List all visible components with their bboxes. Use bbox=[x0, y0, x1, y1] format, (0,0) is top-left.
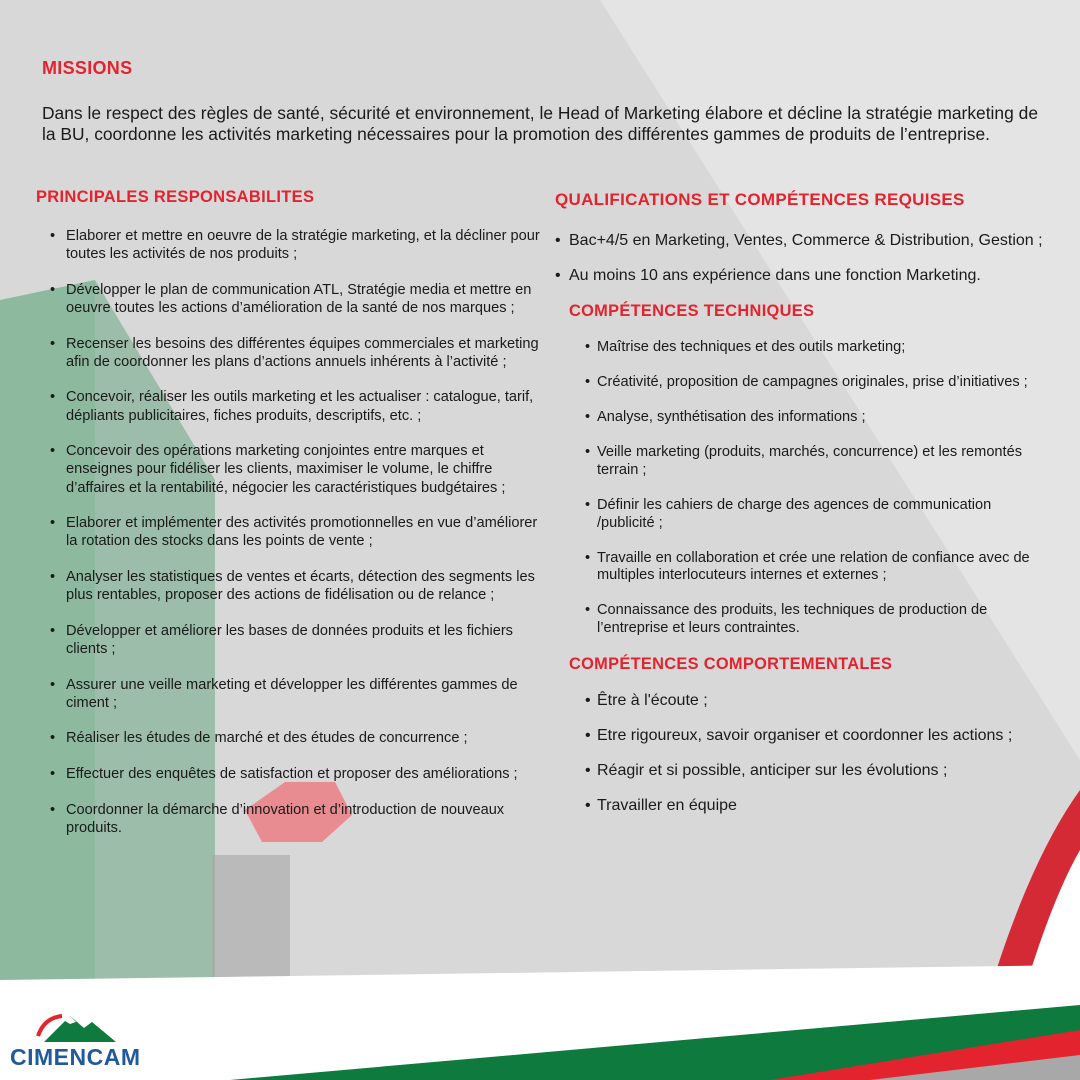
list-item: • Recenser les besoins des différentes équipes commerciales et marketing afin de coordonner les plans d’actions annuels inhérents à l’activité ; bbox=[36, 335, 546, 371]
qualifications-title: QUALIFICATIONS ET COMPÉTENCES REQUISES bbox=[555, 190, 965, 209]
missions-text: Dans le respect des règles de santé, sécurité et environnement, le Head of Marketing élabore et décline la stratégie marketing de la BU, coordonne les activités marketing nécessaires pour la promotion des différentes gammes de produits de l’entreprise. bbox=[42, 103, 1038, 145]
list-item: • Bac+4/5 en Marketing, Ventes, Commerce & Distribution, Gestion ; bbox=[555, 232, 1045, 250]
list-item: • Créativité, proposition de campagnes originales, prise d’initiatives ; bbox=[581, 374, 1045, 392]
behavioral-skills-title: COMPÉTENCES COMPORTEMENTALES bbox=[569, 655, 893, 674]
list-item: • Travaille en collaboration et crée une relation de confiance avec de multiples interlocuteurs internes et externes ; bbox=[581, 550, 1045, 585]
list-item: • Assurer une veille marketing et développer les différentes gammes de ciment ; bbox=[36, 676, 546, 712]
list-item: • Analyser les statistiques de ventes et écarts, détection des segments les plus rentables, proposer des actions de fidélisation ou de relance ; bbox=[36, 568, 546, 604]
list-item: • Coordonner la démarche d’innovation et d’introduction de nouveaux produits. bbox=[36, 801, 546, 837]
responsibilities-section bbox=[36, 188, 546, 854]
list-item: • Connaissance des produits, les techniques de production de l’entreprise et leurs contraintes. bbox=[581, 602, 1045, 637]
list-item: • Veille marketing (produits, marchés, concurrence) et les remontés terrain ; bbox=[581, 444, 1045, 479]
list-item: • Maîtrise des techniques et des outils marketing; bbox=[581, 339, 1045, 357]
list-item: • Réaliser les études de marché et des études de concurrence ; bbox=[36, 729, 546, 747]
technical-skills-title: COMPÉTENCES TECHNIQUES bbox=[569, 302, 815, 320]
cimencam-logo bbox=[10, 1010, 142, 1070]
list-item: • Réagir et si possible, anticiper sur les évolutions ; bbox=[581, 762, 1045, 780]
technical-skills-list bbox=[555, 339, 1045, 638]
responsibilities-list bbox=[36, 227, 546, 837]
qualifications-list bbox=[555, 232, 1045, 285]
list-item: • Définir les cahiers de charge des agences de communication /publicité ; bbox=[581, 497, 1045, 532]
list-item: • Au moins 10 ans expérience dans une fonction Marketing. bbox=[555, 267, 1045, 285]
list-item: • Elaborer et mettre en oeuvre de la stratégie marketing, et la décliner pour toutes les activités de nos produits ; bbox=[36, 227, 546, 263]
list-item: • Concevoir, réaliser les outils marketing et les actualiser : catalogue, tarif, dépliants publicitaires, fiches produits, descriptifs, etc. ; bbox=[36, 388, 546, 424]
list-item: • Travailler en équipe bbox=[581, 797, 1045, 815]
responsibilities-title: PRINCIPALES RESPONSABILITES bbox=[36, 188, 315, 206]
list-item: • Être à l'écoute ; bbox=[581, 692, 1045, 710]
missions-title: MISSIONS bbox=[42, 58, 133, 78]
list-item: • Développer et améliorer les bases de données produits et les fichiers clients ; bbox=[36, 622, 546, 658]
logo-text: CIMENCAM bbox=[10, 1044, 141, 1070]
requirements-section bbox=[555, 190, 1045, 832]
list-item: • Elaborer et implémenter des activités promotionnelles en vue d’améliorer la rotation des stocks dans les points de vente ; bbox=[36, 514, 546, 550]
list-item: • Etre rigoureux, savoir organiser et coordonner les actions ; bbox=[581, 727, 1045, 745]
list-item: • Concevoir des opérations marketing conjointes entre marques et enseignes pour fidéliser les clients, maximiser le volume, le chiffre d’affaires et la rentabilité, négocier les caractéristiques budgétaires ; bbox=[36, 442, 546, 497]
list-item: • Analyse, synthétisation des informations ; bbox=[581, 409, 1045, 427]
list-item: • Effectuer des enquêtes de satisfaction et proposer des améliorations ; bbox=[36, 765, 546, 783]
mountain-logo-icon bbox=[34, 1010, 120, 1044]
behavioral-skills-list bbox=[555, 692, 1045, 815]
list-item: • Développer le plan de communication ATL, Stratégie media et mettre en oeuvre toutes les actions d’amélioration de la santé de nos marques ; bbox=[36, 281, 546, 317]
